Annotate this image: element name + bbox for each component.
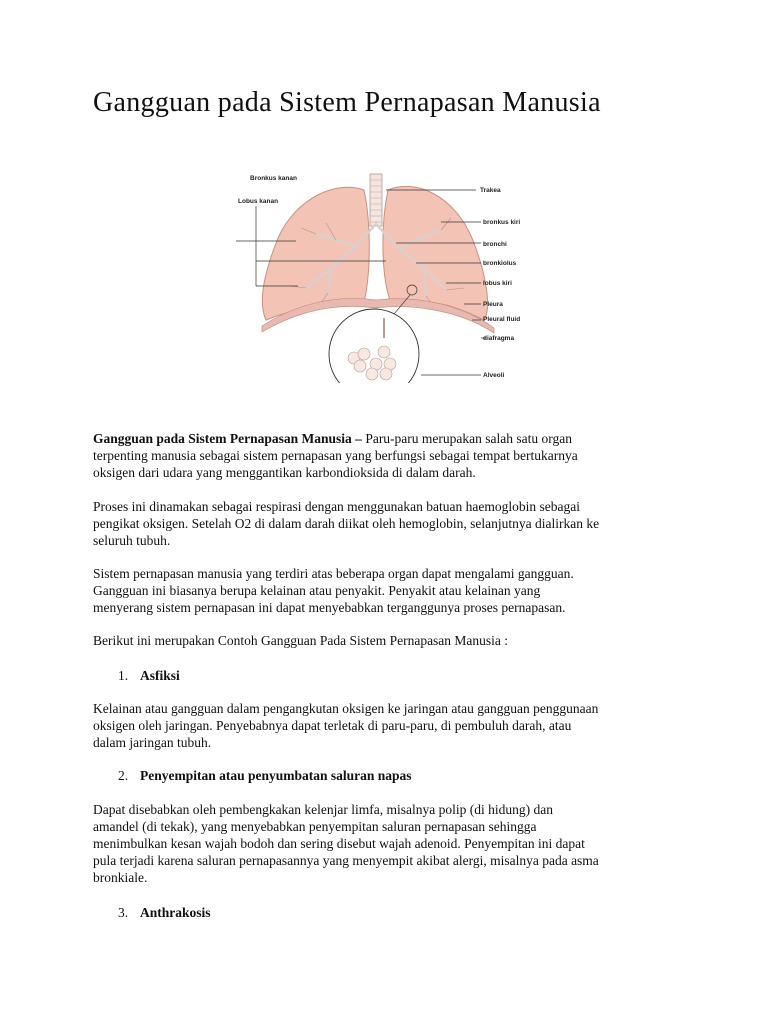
paragraph-asfiksi: [93, 700, 683, 751]
label-lobus-kiri: lobus kiri: [483, 280, 512, 287]
paragraph-list-intro: Berikut ini merupakan Contoh Gangguan Pada Sistem Pernapasan Manusia :: [93, 633, 509, 648]
paragraph-respirasi: [93, 498, 683, 549]
list-number: 2.: [118, 768, 129, 783]
list-number: 1.: [118, 668, 129, 683]
label-bronkus-kanan: Bronkus kanan: [250, 175, 297, 182]
paragraph-line: pula terjadi karena saluran pernapasannya yang menyempit akibat alergi, misalnya pada asma: [93, 853, 599, 868]
paragraph-line: bronkiale.: [93, 870, 148, 885]
list-item-asfiksi: [118, 667, 180, 684]
paragraph-line: Sistem pernapasan manusia yang terdiri atas beberapa organ dapat mengalami gangguan.: [93, 566, 574, 581]
list-title: Asfiksi: [140, 668, 180, 683]
intro-line: oksigen dari udara yang menggantikan karbondioksida di dalam darah.: [93, 465, 476, 480]
intro-lead: Gangguan pada Sistem Pernapasan Manusia –: [93, 431, 362, 446]
label-pleural-fluid: Pleural fluid: [483, 316, 521, 323]
label-alveoli: Alveoli: [483, 372, 505, 379]
intro-text: Paru-paru merupakan salah satu organ: [361, 431, 572, 446]
list-title: Anthrakosis: [140, 905, 211, 920]
paragraph-line: menyerang sistem pernapasan ini dapat menyebabkan terganggunya proses pernapasan.: [93, 600, 566, 615]
paragraph-gangguan: [93, 565, 683, 616]
list-number: 3.: [118, 905, 129, 920]
paragraph-line: dalam jaringan tubuh.: [93, 735, 212, 750]
document-title: Gangguan pada Sistem Pernapasan Manusia: [93, 87, 601, 118]
label-bronkiolus: bronkiolus: [483, 260, 517, 267]
label-pleura: Pleura: [483, 301, 503, 308]
label-bronchi: bronchi: [483, 241, 507, 248]
paragraph-line: Kelainan atau gangguan dalam pengangkutan oksigen ke jaringan atau gangguan penggunaan: [93, 701, 599, 716]
paragraph-line: amandel (di tekak), yang menyebabkan penyempitan saluran pernapasan sehingga: [93, 819, 537, 834]
trachea: [370, 174, 382, 226]
label-trakea: Trakea: [480, 187, 501, 194]
paragraph-line: Dapat disebabkan oleh pembengkakan kelenjar limfa, misalnya polip (di hidung) dan: [93, 802, 553, 817]
paragraph-line: seluruh tubuh.: [93, 533, 171, 548]
label-diafragma: diafragma: [483, 335, 515, 342]
lung-diagram: [236, 168, 536, 383]
paragraph-line: oksigen oleh jaringan. Penyebabnya dapat terletak di paru-paru, di pembuluh darah, atau: [93, 718, 572, 733]
intro-line: terpenting manusia sebagai sistem pernapasan yang berfungsi sebagai tempat bertukarnya: [93, 448, 578, 463]
label-bronkus-kiri: bronkus kiri: [483, 219, 521, 226]
paragraph-penyempitan: [93, 801, 683, 886]
list-item-anthrakosis: [118, 904, 211, 921]
label-lobus-kanan: Lobus kanan: [238, 198, 279, 205]
intro-paragraph: [93, 430, 683, 481]
paragraph-line: pengikat oksigen. Setelah O2 di dalam darah diikat oleh hemoglobin, selanjutnya dialirkan ke: [93, 516, 600, 531]
list-title: Penyempitan atau penyumbatan saluran napas: [140, 768, 412, 783]
paragraph-line: Proses ini dinamakan sebagai respirasi dengan menggunakan batuan haemoglobin sebagai: [93, 499, 580, 514]
paragraph-line: Gangguan ini biasanya berupa kelainan atau penyakit. Penyakit atau kelainan yang: [93, 583, 541, 598]
list-item-penyempitan: [118, 767, 412, 784]
paragraph-line: menimbulkan kesan wajah bodoh dan sering disebut wajah adenoid. Penyempitan ini dapat: [93, 836, 585, 851]
